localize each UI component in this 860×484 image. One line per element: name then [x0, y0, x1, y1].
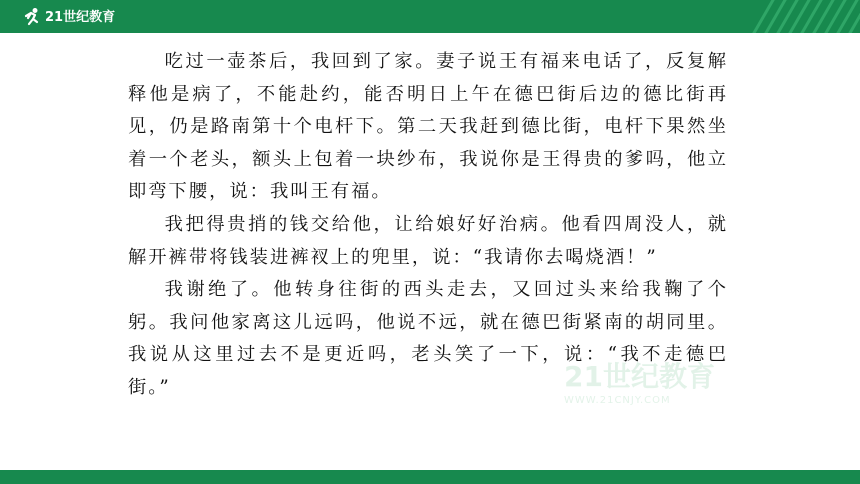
paragraph-1: 吃过一壶茶后，我回到了家。妻子说王有福来电话了，反复解释他是病了，不能赴约，能否明日上午在德巴街后边的德比街再见，仍是路南第十个电杆下。第二天我赶到德比街，电杆下果然坐着一个老头，额头上包着一块纱布，我说你是王得贵的爹吗，他立即弯下腰，说：我叫王有福。 [128, 51, 728, 203]
paragraph-3: 我谢绝了。他转身往街的西头走去，又回过头来给我鞠了个躬。我问他家离这儿远吗，他说不远，就在德巴街紧南的胡同里。我说从这里过去不是更近吗，老头笑了一下，说：“我不走德巴街。” [128, 279, 728, 398]
header-bar [0, 0, 860, 33]
watermark-title: 21世纪教育 [564, 360, 715, 393]
logo-text: 21世纪教育 [45, 9, 116, 25]
paragraph-2: 我把得贵捎的钱交给他，让给娘好好治病。他看四周没人，就解开裤带将钱装进裤衩上的兜里，说：“我请你去喝烧酒！” [128, 213, 728, 268]
article-body [128, 46, 728, 405]
header-stripes [750, 0, 860, 33]
watermark-url: WWW.21CNJY.COM [564, 395, 671, 406]
footer-bar [0, 470, 860, 484]
site-logo[interactable] [22, 6, 115, 28]
runner-logo-icon [22, 7, 42, 27]
